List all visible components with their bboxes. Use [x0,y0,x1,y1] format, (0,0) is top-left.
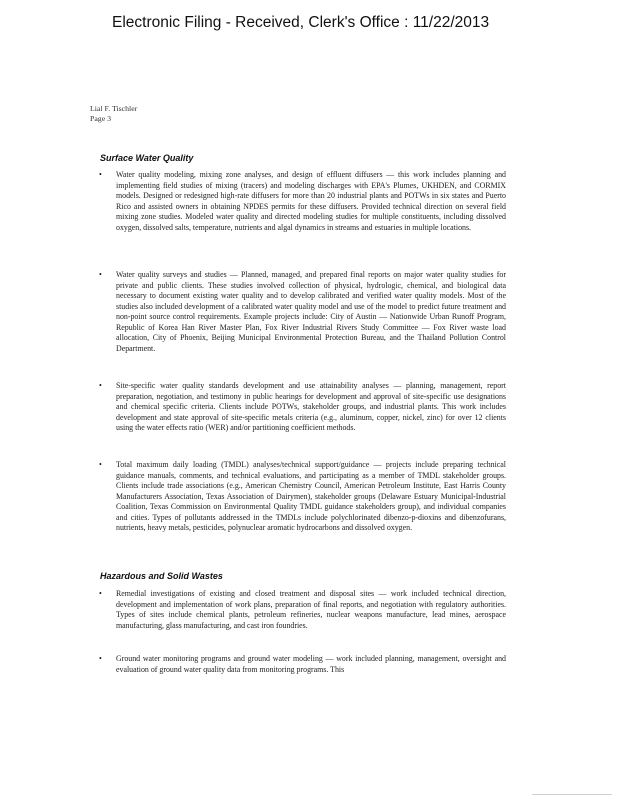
bullet-site-specific-standards: Site-specific water quality standards development and use attainability analyses — planning, management, report preparation, negotiation, and testimony in public hearings for development and approval of site-specific use designations and chemical specific criteria. Clients include POTWs, stakeholder groups, and industrial plants. This work includes development and state approval of site-specific metals criteria (e.g., aluminum, copper, nickel, zinc) for over 12 clients using the water effects ratio (WER) and/or partitioning coefficient methods. [116,381,506,432]
bullet-icon: • [99,170,102,179]
section-heading-surface-water: Surface Water Quality [100,153,194,163]
section-heading-hazardous-wastes: Hazardous and Solid Wastes [100,571,223,581]
bullet-icon: • [99,654,102,663]
bullet-icon: • [99,460,102,469]
bullet-water-quality-surveys: Water quality surveys and studies — Planned, managed, and prepared final reports on major water quality studies for private and public clients. These studies involved collection of physical, hydrologic, chemical, and biological data necessary to document existing water quality and to develop calibrated and verified water quality models. Most of the studies also included development of a calibrated water quality model and use of the model to predict future treatment and non-point source control requirements. Example projects include: City of Austin — Nationwide Urban Runoff Program, Republic of Korea Han River Master Plan, Fox River Industrial Rivers Study Committee — Fox River waste load allocation, City of Phoenix, Beijing Municipal Environmental Protection Bureau, and the Thailand Pollution Control Department. [116,270,506,353]
bullet-icon: • [99,270,102,279]
author-name: Lial F. Tischler [90,104,138,113]
footer-divider [532,787,612,795]
bullet-icon: • [99,589,102,598]
page-number: Page 3 [90,114,112,123]
bullet-tmdl-analyses: Total maximum daily loading (TMDL) analyses/technical support/guidance — projects include preparing technical guidance manuals, comments, and technical evaluations, and participating as a member of TMDL stakeholder groups. Clients include trade associations (e.g., American Chemistry Council, American Petroleum Institute, East Harris County Manufacturers Association, Texas Association of Dairymen), stakeholder groups (Delaware Estuary Municipal-Industrial Coalition, Texas Commission on Environmental Quality TMDL guidance stakeholders group), and individual companies and cities. Types of pollutants addressed in the TMDLs include polychlorinated dibenzo-p-dioxins and dibenzofurans, nutrients, heavy metals, pesticides, polynuclear aromatic hydrocarbons and dissolved oxygen. [116,460,506,532]
bullet-icon: • [99,381,102,390]
filing-stamp: Electronic Filing - Received, Clerk's Office : 11/22/2013 [112,14,490,31]
letter-header [90,104,137,124]
bullet-water-quality-modeling: Water quality modeling, mixing zone analyses, and design of effluent diffusers — this work includes planning and implementing field studies of mixing (tracers) and modeling discharges with EPA's Plumes, UKHDEN, and CORMIX models. Designed or redesigned high-rate diffusers for more than 20 industrial plants and POTWs in six states and Puerto Rico and assisted owners in obtaining NPDES permits for these diffusers. Provided technical direction on several field mixing zone studies. Modeled water quality and directed modeling studies for multiple constituents, including dissolved oxygen, dissolved salts, temperature, nutrients and algal dynamics in streams and estuaries in multiple locations. [116,170,506,232]
bullet-remedial-investigations: Remedial investigations of existing and closed treatment and disposal sites — work included technical direction, development and implementation of work plans, preparation of final reports, and negotiation with regulatory authorities. Types of sites include chemical plants, petroleum refineries, nuclear weapons manufacture, lead mines, aerospace manufacturing, glass manufacturing, and cast iron foundries. [116,589,506,630]
bullet-ground-water-monitoring: Ground water monitoring programs and ground water modeling — work included planning, management, oversight and evaluation of ground water quality data from monitoring programs. This [116,654,506,674]
